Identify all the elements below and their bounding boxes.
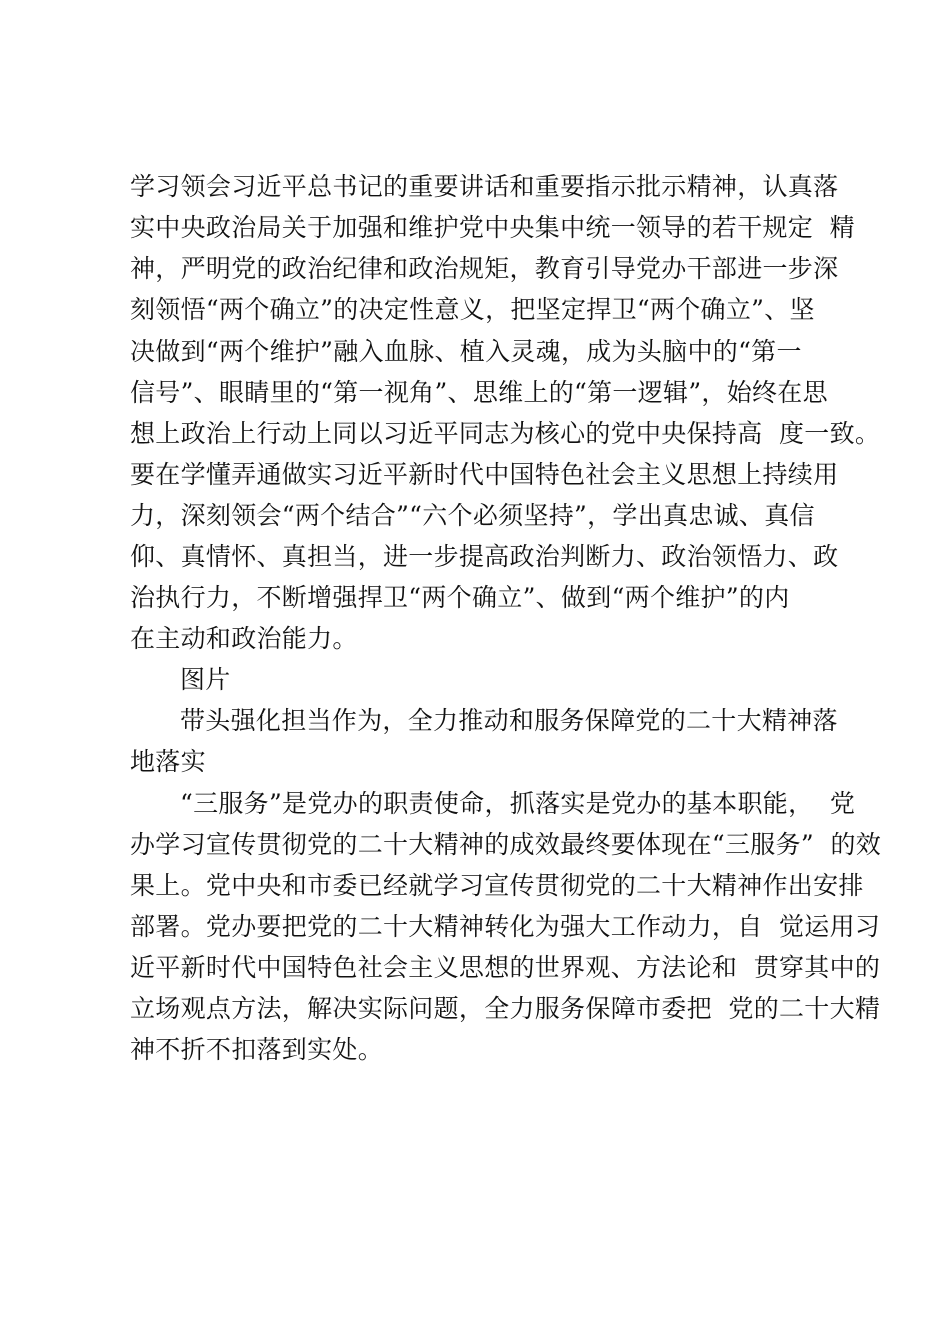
paragraph-2-line: 神不折不扣落到实处。 <box>130 1035 384 1064</box>
paragraph-1-line: 学习领会习近平总书记的重要讲话和重要指示批示精神，认真落 <box>130 172 839 201</box>
paragraph-1-line: 实中央政治局关于加强和维护党中央集中统一领导的若干规定 精 <box>130 213 855 242</box>
paragraph-1-line: 仰、真情怀、真担当，进一步提高政治判断力、政治领悟力、政 <box>130 542 839 571</box>
paragraph-2-line: “三服务”是党办的职责使命，抓落实是党办的基本职能， 党 <box>180 789 856 818</box>
paragraph-2-line: 立场观点方法，解决实际问题，全力服务保障市委把 党的二十大精 <box>130 994 881 1023</box>
paragraph-1-line: 决做到“两个维护”融入血脉、植入灵魂，成为头脑中的“第一 <box>130 337 802 366</box>
paragraph-2-line: 办学习宣传贯彻党的二十大精神的成效最终要体现在“三服务” 的效 <box>130 830 882 859</box>
section-heading-line: 带头强化担当作为，全力推动和服务保障党的二十大精神落 <box>180 706 838 735</box>
paragraph-1-line: 神，严明党的政治纪律和政治规矩，教育引导党办干部进一步深 <box>130 254 839 283</box>
section-heading-line: 地落实 <box>130 747 206 776</box>
paragraph-1-line: 要在学懂弄通做实习近平新时代中国特色社会主义思想上持续用 <box>130 460 839 489</box>
paragraph-1-line: 在主动和政治能力。 <box>130 624 358 653</box>
paragraph-1-line: 刻领悟“两个确立”的决定性意义，把坚定捍卫“两个确立”、坚 <box>130 295 815 324</box>
paragraph-2-line: 近平新时代中国特色社会主义思想的世界观、方法论和 贯穿其中的 <box>130 953 881 982</box>
paragraph-1-line: 治执行力，不断增强捍卫“两个确立”、做到“两个维护”的内 <box>130 583 790 612</box>
paragraph-1-line: 信号”、眼睛里的“第一视角”、思维上的“第一逻辑”，始终在思 <box>130 378 828 407</box>
paragraph-2-line: 果上。党中央和市委已经就学习宣传贯彻党的二十大精神作出安排 <box>130 871 864 900</box>
paragraph-1-line: 想上政治上行动上同以习近平同志为核心的党中央保持高 度一致。 <box>130 419 881 448</box>
image-placeholder-label: 图片 <box>180 665 231 694</box>
paragraph-2-line: 部署。党办要把党的二十大精神转化为强大工作动力，自 觉运用习 <box>130 912 881 941</box>
paragraph-1-line: 力，深刻领会“两个结合”“六个必须坚持”，学出真忠诚、真信 <box>130 501 815 530</box>
